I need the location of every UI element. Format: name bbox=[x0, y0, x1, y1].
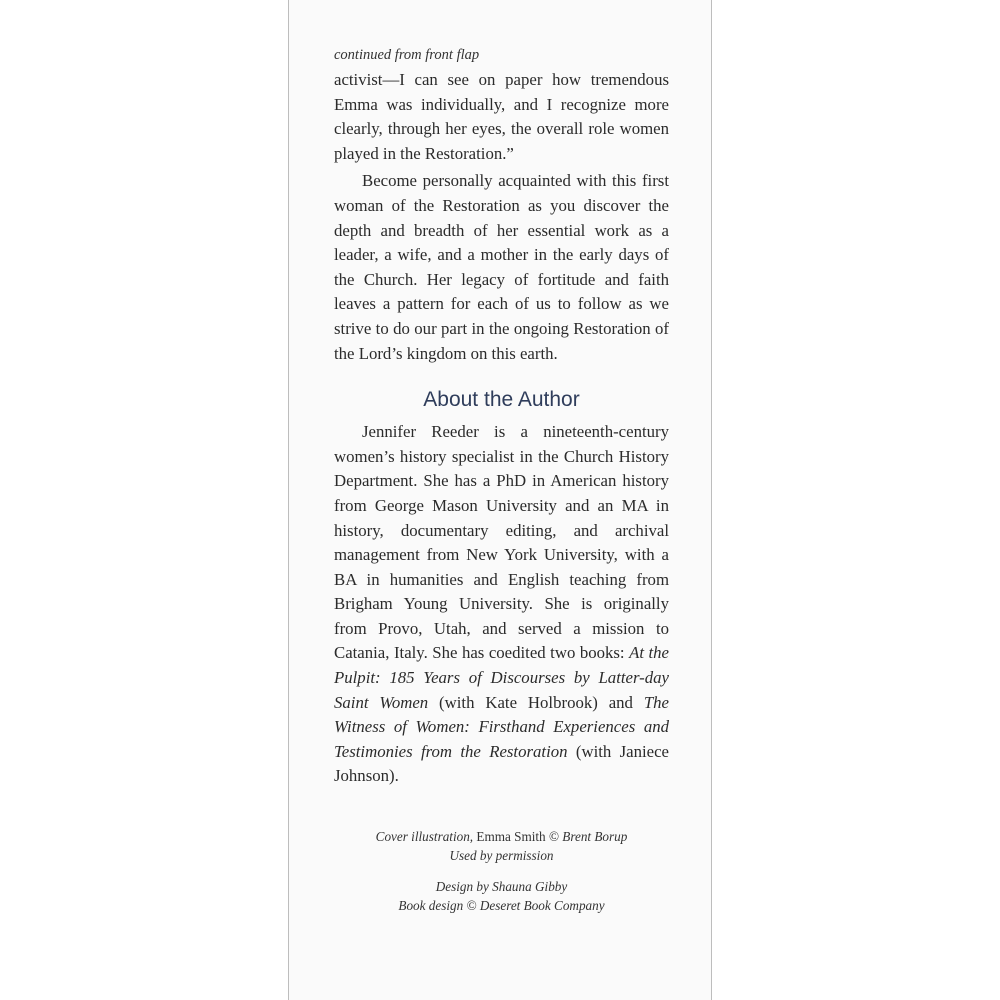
permission-text: Used by permission bbox=[449, 848, 554, 864]
book-title-1: At the Pulpit: 185 Years of Discourses by Latter-day Saint Women bbox=[334, 643, 669, 712]
book-flap bbox=[288, 0, 712, 1000]
continued-note: continued from front flap bbox=[334, 47, 480, 63]
author-bio bbox=[334, 420, 669, 789]
paragraph-description-text: Become personally acquainted with this first woman of the Restoration as you discover the depth and breadth of her essential work as a leader, a wife, and a mother in the early days of the Church. Her legacy of fortitude and faith leaves a pattern for each of us to follow as we strive to do our part in the ongoing Restoration of the Lord’s kingdom on this earth. bbox=[334, 171, 669, 363]
design-credit-text: Design by Shauna Gibby bbox=[435, 879, 568, 895]
author-bio-part1: Jennifer Reeder is a nineteenth-century women’s history specialist in the Church History Department. She has a PhD in American history from George Mason University and an MA in history, documentary editing, and archival management from New York University, with a BA in humanities and English teaching from Brigham Young University. She is originally from Provo, Utah, and served a mission to Catania, Italy. She has coedited two books: bbox=[334, 422, 669, 663]
flap-content bbox=[334, 45, 669, 915]
about-author-heading: About the Author bbox=[423, 388, 580, 412]
cover-credit-artist: Brent Borup bbox=[562, 829, 628, 845]
design-credit-line bbox=[334, 877, 669, 896]
cover-credit-subject: Emma Smith © bbox=[473, 829, 563, 845]
author-bio-part2: (with Kate Holbrook) and bbox=[428, 692, 644, 712]
author-bio-part3: (with Janiece Johnson). bbox=[334, 741, 669, 786]
book-title-2: The Witness of Women: Firsthand Experiences and Testimonies from the Restoration bbox=[334, 692, 669, 761]
permission-line bbox=[334, 846, 669, 865]
book-design-credit-text: Book design © Deseret Book Company bbox=[398, 898, 605, 914]
paragraph-quote-end: activist—I can see on paper how tremendous Emma was individually, and I recognize more clearly, through her eyes, the overall role women played in the Restoration.” bbox=[334, 70, 669, 163]
cover-credit-line bbox=[334, 827, 669, 846]
cover-credit-prefix: Cover illustration, bbox=[375, 829, 474, 845]
book-design-credit-line bbox=[334, 896, 669, 915]
paragraph-description bbox=[334, 169, 669, 366]
credits bbox=[334, 827, 669, 915]
